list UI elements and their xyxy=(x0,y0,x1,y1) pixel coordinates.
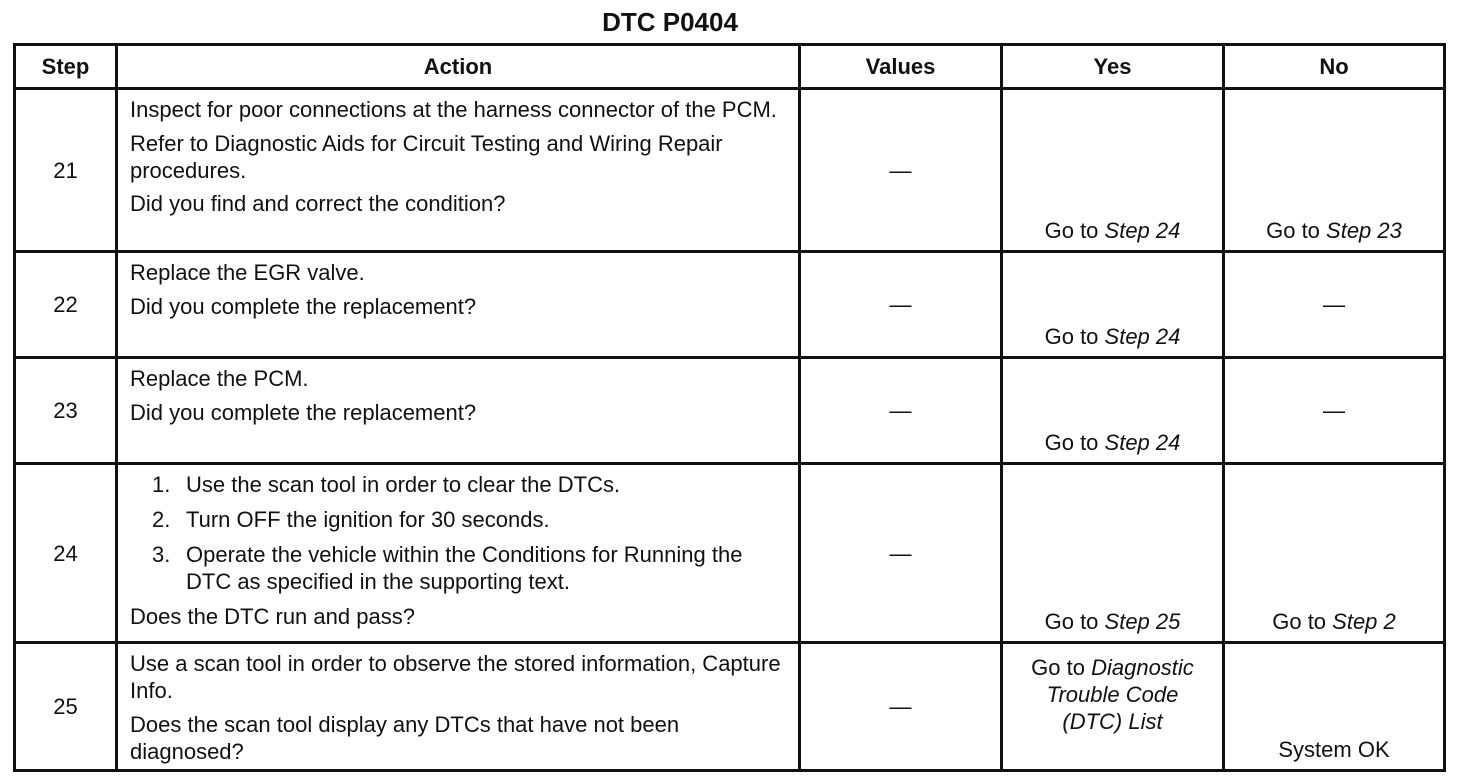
yes-go-to-label: Go to xyxy=(1031,655,1092,680)
yes-dtc-list-link[interactable]: Diagnostic Trouble Code (DTC) List xyxy=(1046,655,1194,734)
no-cell xyxy=(1224,643,1445,771)
step-number: 24 xyxy=(15,464,117,643)
header-action: Action xyxy=(117,45,800,89)
yes-step-link[interactable]: Step 25 xyxy=(1104,609,1181,634)
no-dash: — xyxy=(1323,398,1345,423)
action-text: Inspect for poor connections at the harness connector of the PCM. xyxy=(130,97,777,122)
header-no: No xyxy=(1224,45,1445,89)
no-go-to-label: Go to xyxy=(1272,609,1333,634)
values-dash: — xyxy=(889,292,912,317)
list-item-number: 2. xyxy=(152,507,171,532)
step-number: 23 xyxy=(15,358,117,464)
table-row-step-23 xyxy=(15,358,1445,464)
table-row-step-22 xyxy=(15,252,1445,358)
yes-cell xyxy=(1002,464,1224,643)
yes-go-to-label: Go to xyxy=(1044,218,1105,243)
no-step-link[interactable]: Step 2 xyxy=(1332,609,1396,634)
yes-go-to-label: Go to xyxy=(1044,430,1105,455)
list-item xyxy=(152,541,786,595)
action-cell xyxy=(117,89,800,252)
action-text: Replace the EGR valve. xyxy=(130,260,365,285)
page-title: DTC P0404 xyxy=(602,7,738,37)
yes-cell xyxy=(1002,252,1224,358)
list-item-text: Use the scan tool in order to clear the DTCs. xyxy=(186,472,621,497)
no-cell xyxy=(1224,464,1445,643)
action-text: Replace the PCM. xyxy=(130,366,309,391)
no-cell xyxy=(1224,252,1445,358)
yes-cell xyxy=(1002,89,1224,252)
action-text: Use a scan tool in order to observe the stored information, Capture Info. xyxy=(130,651,781,703)
list-item-text: Operate the vehicle within the Conditions for Running the DTC as specified in the supporting text. xyxy=(186,542,743,594)
action-text: Refer to Diagnostic Aids for Circuit Testing and Wiring Repair procedures. xyxy=(130,131,723,183)
action-question: Did you complete the replacement? xyxy=(130,294,477,319)
action-cell xyxy=(117,358,800,464)
no-dash: — xyxy=(1323,292,1345,317)
values-cell xyxy=(800,464,1002,643)
values-dash: — xyxy=(889,540,912,566)
values-cell xyxy=(800,358,1002,464)
yes-cell xyxy=(1002,358,1224,464)
yes-go-to-label: Go to xyxy=(1044,324,1105,349)
values-dash: — xyxy=(889,694,912,719)
header-row xyxy=(15,45,1445,89)
values-cell xyxy=(800,252,1002,358)
table-row-step-21 xyxy=(15,89,1445,252)
values-cell xyxy=(800,643,1002,771)
no-cell xyxy=(1224,358,1445,464)
list-item-number: 1. xyxy=(152,472,171,497)
list-item xyxy=(152,506,786,533)
no-cell xyxy=(1224,89,1445,252)
yes-step-link[interactable]: Step 24 xyxy=(1104,430,1181,455)
numbered-steps-list xyxy=(130,471,786,603)
action-question: Did you complete the replacement? xyxy=(130,400,477,425)
action-question: Does the scan tool display any DTCs that have not been diagnosed? xyxy=(130,712,680,764)
step-number: 25 xyxy=(15,643,117,771)
values-cell xyxy=(800,89,1002,252)
table-row-step-25 xyxy=(15,643,1445,771)
no-result-text: System OK xyxy=(1278,737,1390,762)
header-step: Step xyxy=(15,45,117,89)
values-dash: — xyxy=(889,157,912,183)
action-cell xyxy=(117,252,800,358)
table-row-step-24 xyxy=(15,464,1445,643)
action-question: Does the DTC run and pass? xyxy=(130,604,415,629)
step-number: 22 xyxy=(15,252,117,358)
yes-step-link[interactable]: Step 24 xyxy=(1104,324,1181,349)
yes-cell xyxy=(1002,643,1224,771)
step-number: 21 xyxy=(15,89,117,252)
yes-step-link[interactable]: Step 24 xyxy=(1104,218,1181,243)
values-dash: — xyxy=(889,398,912,423)
action-cell xyxy=(117,464,800,643)
list-item-number: 3. xyxy=(152,542,171,567)
list-item-text: Turn OFF the ignition for 30 seconds. xyxy=(186,507,550,532)
action-question: Did you find and correct the condition? xyxy=(130,191,506,216)
yes-go-to-label: Go to xyxy=(1044,609,1105,634)
list-item xyxy=(152,471,786,498)
diagnostic-table xyxy=(13,43,1446,772)
no-step-link[interactable]: Step 23 xyxy=(1326,218,1402,243)
header-values: Values xyxy=(800,45,1002,89)
no-go-to-label: Go to xyxy=(1266,218,1327,243)
action-cell xyxy=(117,643,800,771)
header-yes: Yes xyxy=(1002,45,1224,89)
